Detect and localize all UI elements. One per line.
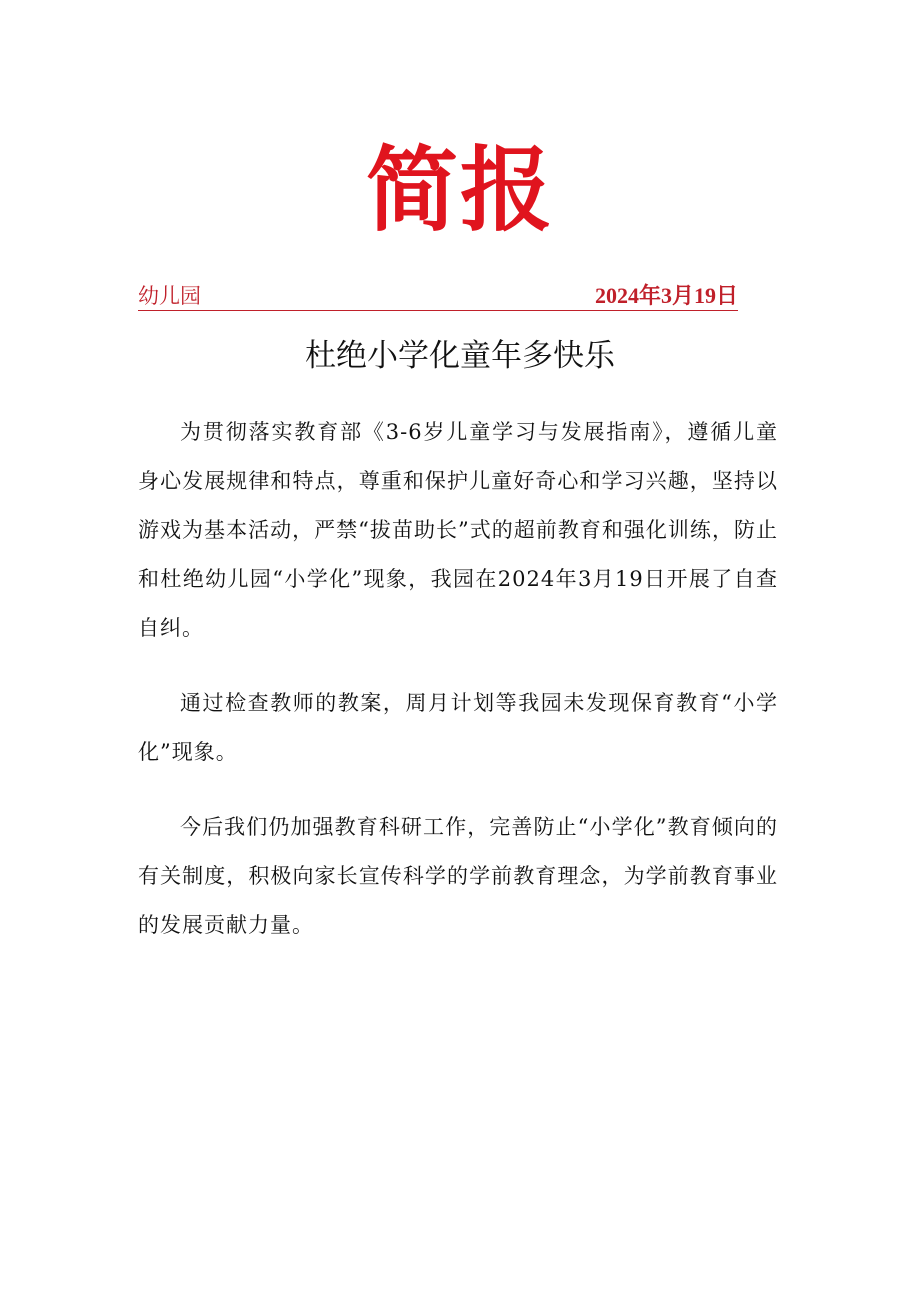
masthead-title: 简报: [365, 137, 554, 244]
article-paragraph: 今后我们仍加强教育科研工作，完善防止“小学化”教育倾向的有关制度，积极向家长宣传科学的学前教育理念，为学前教育事业的发展贡献力量。: [138, 815, 778, 937]
issue-info-line: [138, 282, 738, 311]
issue-date: 2024年3月19日: [594, 283, 738, 308]
article-paragraph: 通过检查教师的教案，周月计划等我园未发现保育教育“小学化”现象。: [138, 691, 778, 764]
article-headline: 杜绝小学化童年多快乐: [305, 338, 615, 374]
article-paragraph: 为贯彻落实教育部《3-6岁儿童学习与发展指南》，遵循儿童身心发展规律和特点，尊重和保护儿童好奇心和学习兴趣，坚持以游戏为基本活动，严禁“拔苗助长”式的超前教育和强化训练，防止和杜绝幼儿园“小学化”现象，我园在2024年3月19日开展了自查自纠。: [138, 420, 778, 640]
organization-name: 幼儿园: [138, 284, 201, 308]
article-body: [138, 408, 778, 976]
